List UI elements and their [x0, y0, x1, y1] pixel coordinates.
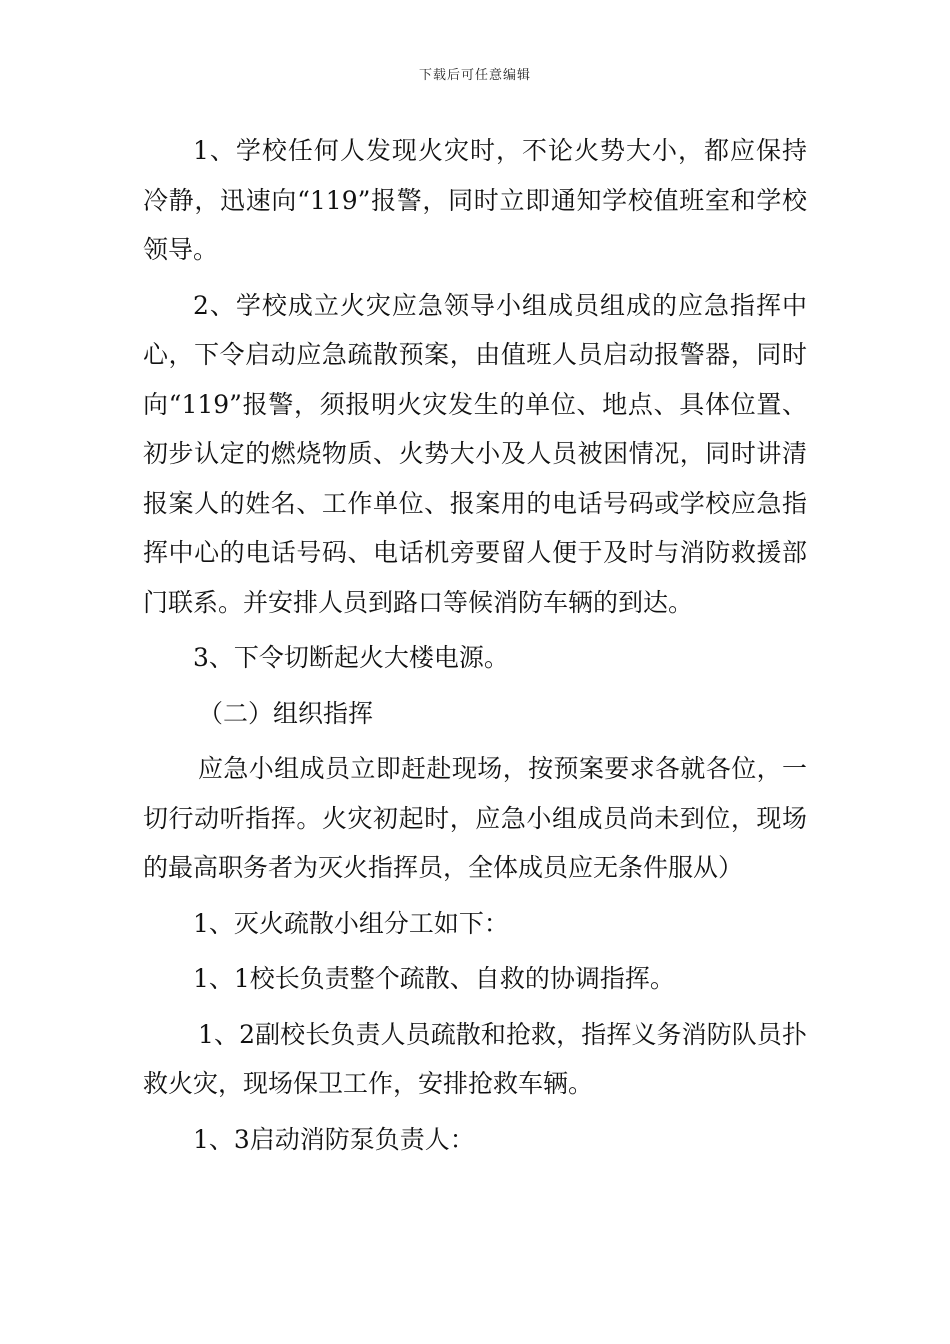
paragraph-2: 2、学校成立火灾应急领导小组成员组成的应急指挥中心，下令启动应急疏散预案，由值班人员启动报警器，同时向“119”报警，须报明火灾发生的单位、地点、具体位置、初步认定的燃烧物质、火势大小及人员被困情况，同时讲清报案人的姓名、工作单位、报案用的电话号码或学校应急指挥中心的电话号码、电话机旁要留人便于及时与消防救援部门联系。并安排人员到路口等候消防车辆的到达。: [143, 290, 807, 617]
page-header: 下载后可任意编辑: [418, 68, 531, 83]
paragraph-7: 1、2副校长负责人员疏散和抢救，指挥义务消防队员扑救火灾，现场保卫工作，安排抢救车辆。: [143, 1019, 807, 1098]
section-heading: （二）组织指挥: [198, 698, 374, 728]
paragraph-4: 应急小组成员立即赶赴现场，按预案要求各就各位，一切行动听指挥。火灾初起时，应急小组成员尚未到位，现场的最高职务者为灭火指挥员，全体成员应无条件服从）: [143, 754, 807, 882]
paragraph-3: 3、下令切断起火大楼电源。: [193, 643, 509, 672]
paragraph-1: 1、学校任何人发现火灾时，不论火势大小，都应保持冷静，迅速向“119”报警，同时立即通知学校值班室和学校领导。: [143, 136, 807, 264]
paragraph-6: 1、1校长负责整个疏散、自救的协调指挥。: [193, 964, 675, 993]
paragraph-5: 1、灭火疏散小组分工如下：: [193, 908, 509, 938]
paragraph-8: 1、3启动消防泵负责人：: [193, 1124, 475, 1154]
document-body: [143, 126, 807, 1164]
